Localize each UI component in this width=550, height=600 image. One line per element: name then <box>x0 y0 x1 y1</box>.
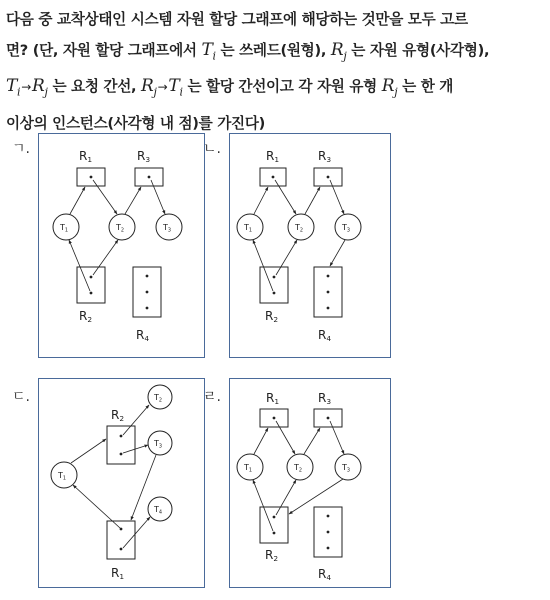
thread-label-t2: T2 <box>154 393 163 404</box>
thread-label-t1: T1 <box>244 463 253 474</box>
resource-label-r3: R3 <box>318 149 332 165</box>
resource-instance-dot <box>146 291 149 294</box>
text-segment: 는 요청 간선, <box>52 78 137 96</box>
request-edge <box>125 187 141 214</box>
resource-instance-dot <box>120 548 123 551</box>
resource-instance-dot <box>146 307 149 310</box>
text-segment: 면? (단, 자원 할당 그래프에서 <box>6 42 197 59</box>
resource-instance-dot <box>327 417 330 420</box>
assignment-edge <box>123 405 149 435</box>
resource-instance-dot <box>146 275 149 278</box>
resource-allocation-graph-a <box>39 134 206 359</box>
graph-panel-b <box>229 133 391 358</box>
graph-panel-a <box>38 133 205 358</box>
thread-label-t2: T2 <box>116 223 125 234</box>
resource-label-r4: R4 <box>318 567 332 583</box>
question-line-2 <box>6 35 546 71</box>
resource-label-r4: R4 <box>136 328 150 344</box>
resource-instance-dot <box>327 531 330 534</box>
resource-instance-dot <box>273 417 276 420</box>
resource-instance-dot <box>90 292 93 295</box>
resource-allocation-graph-c <box>39 379 206 589</box>
resource-instance-dot <box>120 453 123 456</box>
math-thread-symbol: $T_i$ <box>201 40 216 63</box>
assignment-edge <box>73 485 120 528</box>
resource-box-r1 <box>107 521 135 559</box>
request-edge <box>305 187 320 214</box>
resource-instance-dot <box>327 176 330 179</box>
request-edge <box>70 187 85 214</box>
resource-instance-dot <box>327 291 330 294</box>
resource-instance-dot <box>90 176 93 179</box>
math-resource-symbol: $R_j$ <box>381 76 398 99</box>
resource-allocation-graph-b <box>230 134 392 359</box>
resource-instance-dot <box>327 515 330 518</box>
thread-label-t1: T1 <box>244 223 253 234</box>
request-edge <box>304 428 320 454</box>
resource-label-r1: R1 <box>111 566 125 582</box>
resource-label-r2: R2 <box>111 408 125 424</box>
question-line-3 <box>6 71 546 107</box>
resource-instance-dot <box>120 528 123 531</box>
resource-label-r2: R2 <box>265 548 279 564</box>
math-resource-symbol: $R_j$ <box>330 40 347 63</box>
resource-box-r2 <box>260 267 288 303</box>
resource-instance-dot <box>327 547 330 550</box>
math-request-edge: $T_i\to R_j$ <box>6 76 48 99</box>
resource-label-r3: R3 <box>137 149 151 165</box>
resource-label-r2: R2 <box>79 309 93 325</box>
panel-label-c: ㄷ. <box>12 389 30 405</box>
resource-instance-dot <box>273 532 276 535</box>
thread-label-t4: T4 <box>154 505 163 516</box>
request-edge <box>254 428 268 454</box>
text-segment: 는 쓰레드(원형), <box>220 42 327 59</box>
thread-label-t3: T3 <box>342 223 351 234</box>
resource-allocation-graph-d <box>230 379 392 589</box>
resource-instance-dot <box>90 276 93 279</box>
resource-instance-dot <box>273 516 276 519</box>
resource-label-r1: R1 <box>266 391 280 407</box>
graph-panel-d <box>229 378 391 588</box>
thread-label-t1: T1 <box>58 471 67 482</box>
text-segment: 는 할당 간선이고 각 자원 유형 <box>187 78 377 96</box>
thread-label-t1: T1 <box>60 223 69 234</box>
question-text <box>6 4 546 139</box>
resource-label-r2: R2 <box>265 309 279 325</box>
text-segment: 는 한 개 <box>402 78 454 96</box>
resource-box-r2 <box>77 267 105 303</box>
resource-instance-dot <box>327 275 330 278</box>
resource-label-r1: R1 <box>266 149 280 165</box>
resource-instance-dot <box>148 176 151 179</box>
thread-label-t2: T2 <box>294 463 303 474</box>
resource-instance-dot <box>327 307 330 310</box>
request-edge <box>330 240 345 266</box>
resource-label-r1: R1 <box>79 149 93 165</box>
thread-label-t2: T2 <box>295 223 304 234</box>
resource-label-r3: R3 <box>318 391 332 407</box>
resource-instance-dot <box>273 292 276 295</box>
resource-instance-dot <box>272 176 275 179</box>
thread-label-t3: T3 <box>342 463 351 474</box>
question-line-1: 다음 중 교착상태인 시스템 자원 할당 그래프에 해당하는 것만을 모두 고르 <box>6 11 468 28</box>
question-line-4: 이상의 인스턴스(사각형 내 점)를 가진다) <box>6 114 265 132</box>
resource-box-r2 <box>107 426 135 464</box>
panel-label-a: ㄱ. <box>12 141 30 157</box>
panel-label-b: ㄴ. <box>203 141 221 157</box>
graph-panel-c <box>38 378 205 588</box>
request-edge <box>254 187 268 214</box>
resource-instance-dot <box>273 276 276 279</box>
panel-label-d: ㄹ. <box>203 389 221 405</box>
thread-label-t3: T3 <box>154 439 163 450</box>
request-edge <box>71 439 106 463</box>
resource-box-r2 <box>260 507 288 543</box>
text-segment: 는 자원 유형(사각형), <box>351 42 490 59</box>
thread-label-t3: T3 <box>163 223 172 234</box>
resource-instance-dot <box>120 435 123 438</box>
resource-label-r4: R4 <box>318 328 332 344</box>
math-assignment-edge: $R_j\to T_i$ <box>141 76 183 99</box>
